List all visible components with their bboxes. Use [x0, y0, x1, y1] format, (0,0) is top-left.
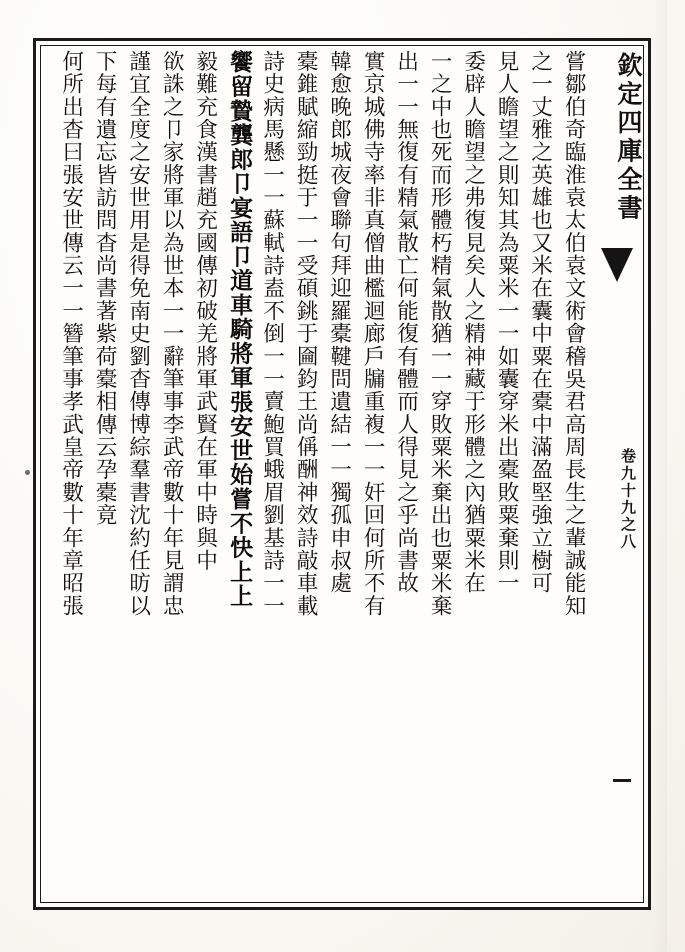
text-column: [56, 50, 90, 898]
text-column: [391, 50, 425, 898]
column-text: 下每有遺忘皆訪問杳尚書著紫荷橐相傳云孕橐竟: [92, 50, 118, 527]
text-column: [123, 50, 157, 898]
column-text: 嘗鄒伯奇臨淮袁太伯袁文術會稽吳君高周長生之輩誠能知: [561, 50, 587, 618]
column-text: 欲誅之卩家將軍以為世本一一辭筆事李武帝數十年見謂忠: [159, 50, 185, 618]
text-column: [324, 50, 358, 898]
page-edge-shading: [653, 0, 667, 952]
text-column-heading: [224, 50, 258, 898]
text-column: [425, 50, 459, 898]
fish-tail-ornament: [601, 248, 633, 282]
column-text: 何所出杳曰張安世傳云一一簪筆事孝武皇帝數十年章昭張: [58, 50, 84, 618]
text-column: [157, 50, 191, 898]
binding-hole-mark: [25, 470, 30, 475]
text-column: [492, 50, 526, 898]
text-column: [358, 50, 392, 898]
text-column: [291, 50, 325, 898]
text-column: [458, 50, 492, 898]
text-column: [525, 50, 559, 898]
text-column: [559, 50, 593, 898]
column-text: 橐錐賦縮勁挺于一一受碩銚于圇鈞王尚偁酬神效詩敲車載: [293, 50, 319, 618]
page-marker-dash: [613, 779, 631, 782]
juan-label: 卷九十九之八: [619, 448, 637, 551]
column-text: 韓愈晚郎城夜會聯句拜迎羅橐鞬問遺結一一獨孤申叔處: [326, 50, 352, 595]
column-text: 實京城佛寺率非真僧曲檻迴廊戶牖重複一一奸回何所不有: [360, 50, 386, 618]
column-text: 毅難充食漢書趙充國傳初破羌將軍武賢在軍中時與中: [192, 50, 218, 572]
heading-band: [595, 48, 641, 900]
text-column: [90, 50, 124, 898]
text-columns: [44, 50, 592, 898]
column-text: 謹宜全度之安世用是得免南史劉杳傳博綜羣書沈約任昉以: [125, 50, 151, 618]
column-text: 饗留贄龔郎卩宴語卩道車騎將軍張安世始嘗不快上上: [226, 50, 254, 609]
column-text: 之一丈雅之英雄也又米在囊中粟在橐中滿盈堅強立樹可: [527, 50, 553, 595]
text-column: [190, 50, 224, 898]
column-text: 詩史病馬懸一一蘇軾詩盍不倒一一賣鮑買蛾眉劉基詩一一: [259, 50, 285, 618]
column-text: 出一一無復有精氣散亡何能復有體而人得見之乎尚書故: [393, 50, 419, 595]
column-text: 委辟人瞻望之弗復見矣人之精神藏于形體之內猶粟米在: [460, 50, 486, 595]
text-column: [257, 50, 291, 898]
column-text: 一之中也死而形體朽精氣散猶一一穿敗粟米棄出也粟米棄: [427, 50, 453, 618]
book-title: 欽定四庫全書: [614, 52, 643, 223]
column-text: 見人瞻望之則知其為粟米一一如囊穿米出橐敗粟棄則一: [494, 50, 520, 595]
